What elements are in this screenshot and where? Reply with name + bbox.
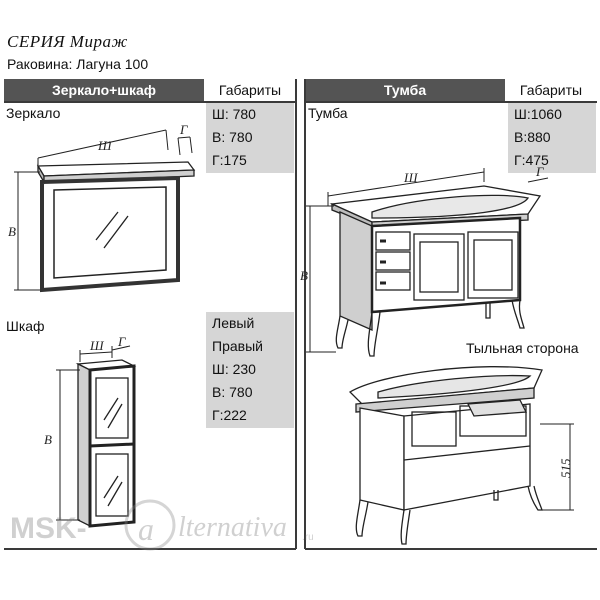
vanity-dim-height: В:880 [514,129,551,145]
watermark [10,501,314,549]
vanity-drawing [306,168,548,356]
cabinet-dim-depth: Г:222 [212,407,247,423]
vanity-height-mark: В [300,268,308,283]
vanity-depth-mark: Г [536,164,544,179]
mirror-drawing [14,130,194,290]
vanity-header: Тумба [305,79,505,101]
vanity-label: Тумба [308,105,348,121]
mirror-cabinet-header: Зеркало+шкаф [4,79,204,101]
mirror-depth-mark: Г [180,122,188,137]
svg-text:a: a [138,511,154,547]
sink-label: Раковина: Лагуна 100 [7,56,149,72]
mirror-dim-depth: Г:175 [212,152,247,168]
mirror-height-mark: В [8,224,16,239]
series-title: СЕРИЯ Мираж [7,32,128,51]
right-dims-header: Габариты [505,79,597,101]
back-side-label: Тыльная сторона [466,340,579,356]
vanity-dim-width: Ш:1060 [514,106,562,122]
cabinet-drawing [56,346,134,526]
cabinet-label: Шкаф [6,318,45,334]
mirror-label: Зеркало [6,105,61,121]
mirror-dim-height: В: 780 [212,129,253,145]
svg-text:.ru: .ru [302,532,314,543]
mirror-width-mark: Ш [98,138,112,153]
svg-text:lternativa: lternativa [178,512,287,543]
mirror-dim-width: Ш: 780 [212,106,256,122]
cabinet-dim-width: Ш: 230 [212,361,256,377]
cabinet-dim-height: В: 780 [212,384,253,400]
cabinet-left: Левый [212,315,255,331]
left-dims-header: Габариты [204,79,296,101]
vanity-dim-depth: Г:475 [514,152,549,168]
vanity-width-mark: Ш [404,170,418,185]
cabinet-right: Правый [212,338,263,354]
cabinet-width-mark: Ш [90,338,104,353]
svg-text:MSK-: MSK- [10,512,87,545]
cabinet-depth-mark: Г [118,334,126,349]
cabinet-height-mark: В [44,432,52,447]
back-height-value: 515 [558,458,573,478]
vanity-back-drawing [350,367,574,544]
